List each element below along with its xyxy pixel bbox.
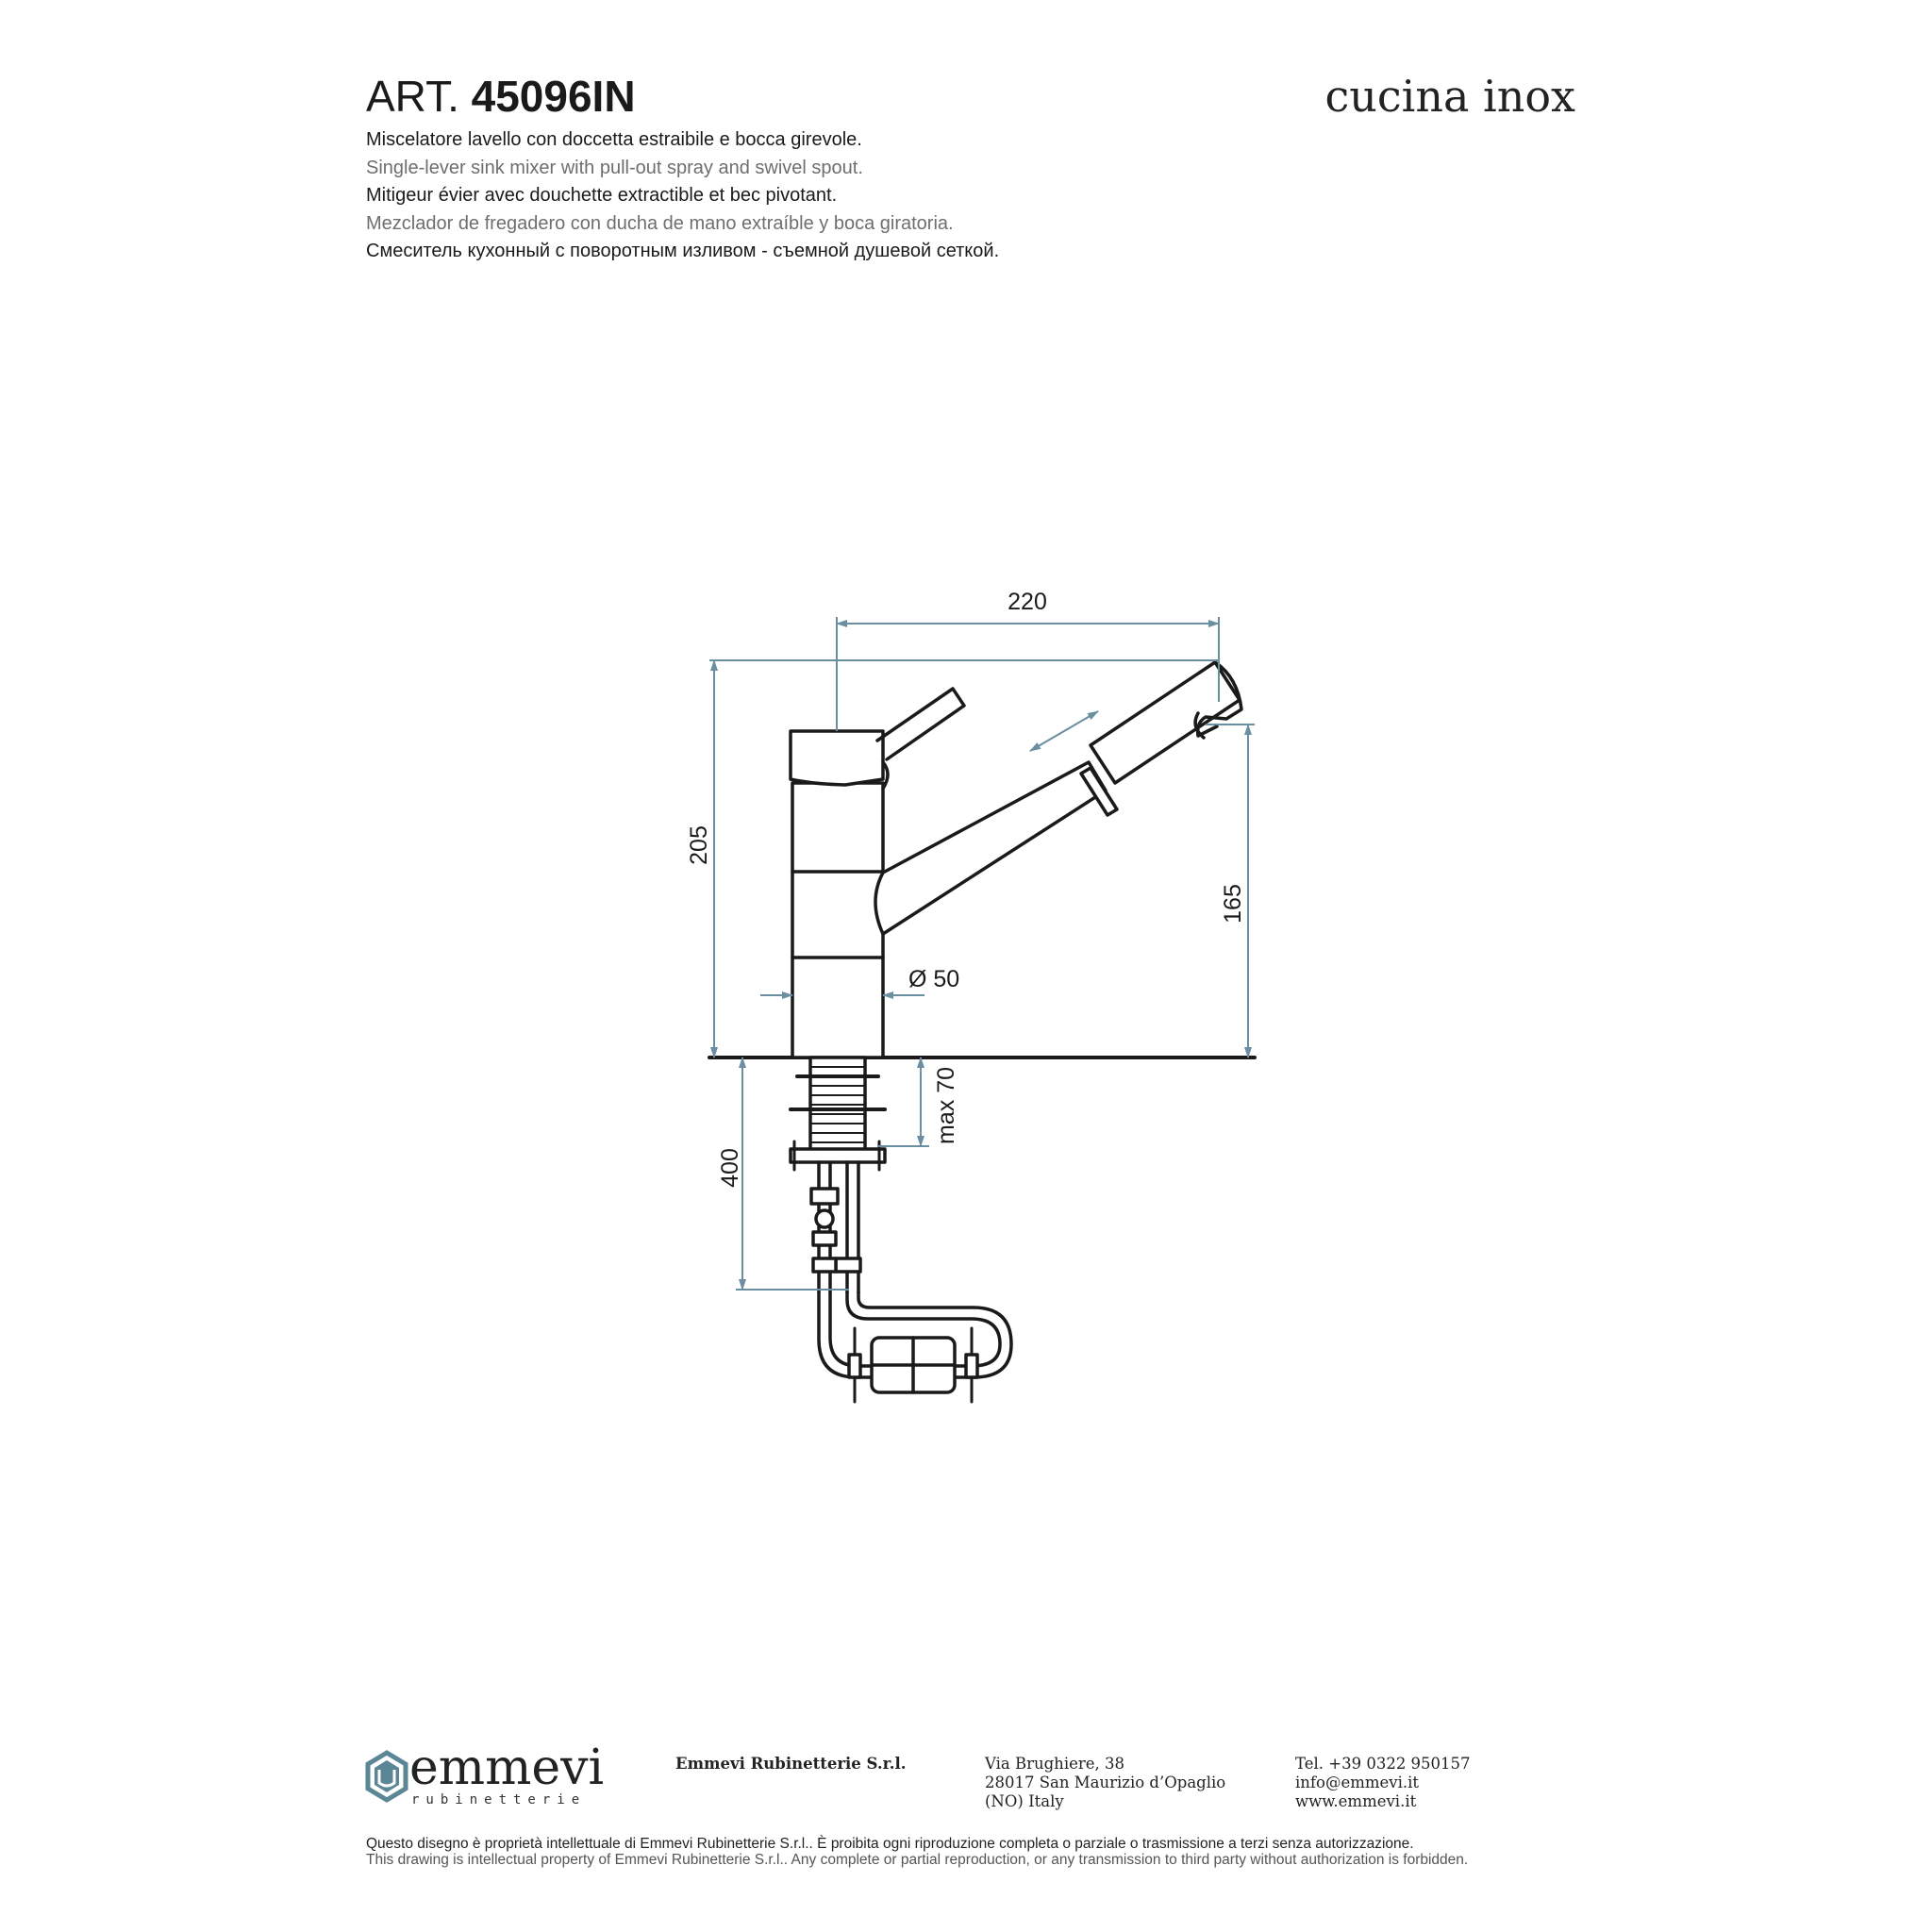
- description-it: Miscelatore lavello con doccetta estraibile e bocca girevole.: [366, 129, 862, 150]
- emmevi-logo-icon: [368, 1753, 406, 1800]
- dimension-height: 205: [686, 825, 712, 865]
- company-contacts: [1295, 1755, 1471, 1811]
- legal-notice-it: Questo disegno è proprietà intellettuale di Emmevi Rubinetterie S.r.l.. È proibita ogni riproduzione completa o parziale o trasmissione a terzi senza autorizzazione.: [366, 1836, 1414, 1852]
- dimension-diameter: Ø 50: [908, 966, 960, 992]
- contact-phone: Tel. +39 0322 950157: [1295, 1755, 1471, 1773]
- address-line: Via Brughiere, 38: [985, 1755, 1124, 1773]
- address-line: (NO) Italy: [985, 1792, 1064, 1810]
- faucet-outline: [709, 662, 1255, 1402]
- logo-subtitle: rubinetterie: [411, 1792, 587, 1807]
- legal-notice: [366, 1836, 1468, 1868]
- logo-wordmark: emmevi: [409, 1740, 605, 1796]
- dimension-spout-height: 165: [1220, 884, 1246, 924]
- address-line: 28017 San Maurizio d’Opaglio: [985, 1774, 1226, 1791]
- contact-website: www.emmevi.it: [1295, 1792, 1417, 1810]
- company-address: [985, 1755, 1225, 1811]
- description-es: Mezclador de fregadero con ducha de mano extraíble y boca giratoria.: [366, 212, 954, 234]
- contact-email: info@emmevi.it: [1295, 1774, 1420, 1791]
- description-ru: Смеситель кухонный с поворотным изливом - съемной душевой сеткой.: [366, 241, 1000, 261]
- description-en: Single-lever sink mixer with pull-out spray and swivel spout.: [366, 157, 863, 178]
- article-prefix: ART.: [366, 72, 459, 121]
- article-code: 45096IN: [471, 72, 636, 121]
- legal-notice-en: This drawing is intellectual property of Emmevi Rubinetterie S.r.l.. Any complete or partial reproduction, or any transmission to third party without authorization is forbidden.: [366, 1852, 1469, 1868]
- description-fr: Mitigeur évier avec douchette extractible et bec pivotant.: [366, 185, 838, 206]
- dimension-width: 220: [1008, 589, 1047, 615]
- dimension-hose-length: 400: [717, 1148, 743, 1188]
- collection-name: cucina inox: [1324, 71, 1575, 122]
- company-name: Emmevi Rubinetterie S.r.l.: [675, 1755, 907, 1773]
- dimension-max-thickness: max 70: [933, 1067, 959, 1144]
